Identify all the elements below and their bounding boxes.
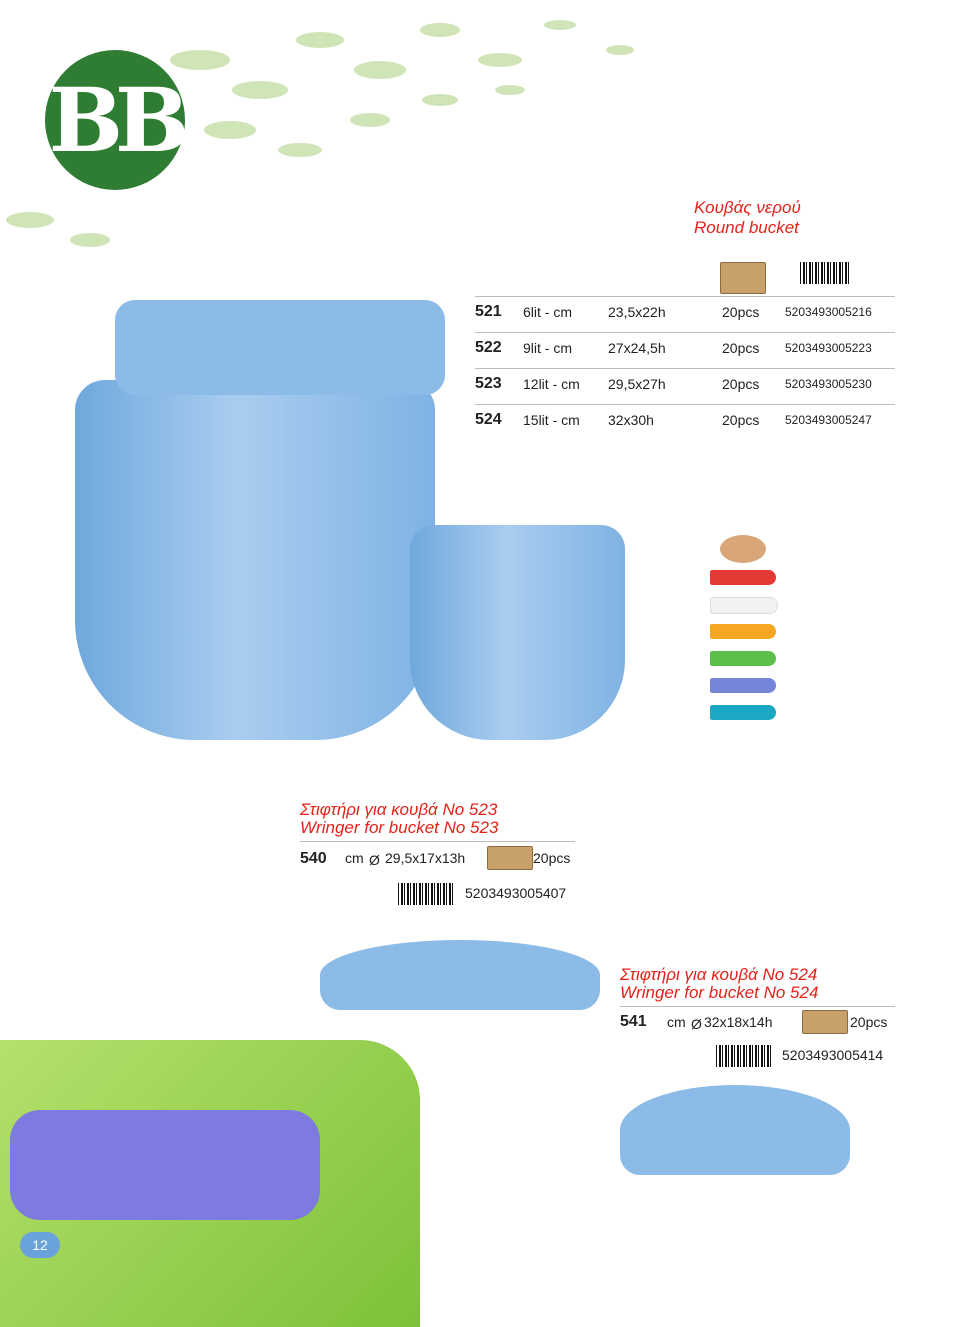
wringer-on-bucket-image: [115, 300, 445, 395]
wringer524-image: [620, 1085, 850, 1175]
wringer523-image: [320, 940, 600, 1010]
color-swatch: [710, 651, 776, 666]
palette-icon: [720, 535, 766, 563]
spec-row: [475, 332, 895, 363]
page-number: 12: [20, 1232, 60, 1258]
spec-pack: 20pcs: [722, 304, 760, 320]
color-swatch: [710, 597, 778, 614]
spec-size: 23,5x22h: [608, 304, 666, 320]
wringer523-code: 540: [300, 850, 327, 867]
brand-logo-text: ΒΒ: [48, 68, 182, 172]
barcode-icon: [716, 1045, 771, 1067]
wringer523-size: 29,5x17x13h: [385, 850, 466, 866]
diameter-icon: Ø: [369, 852, 380, 868]
wringer524-unit: cm: [667, 1014, 686, 1030]
color-swatch: [710, 624, 776, 639]
spec-volume: 6lit - cm: [523, 304, 572, 320]
spec-code: 522: [475, 339, 502, 356]
wringer523-unit: cm: [345, 850, 364, 866]
spec-size: 29,5x27h: [608, 376, 666, 392]
bucket-title-gr: Κουβάς νερού: [694, 198, 801, 217]
spec-size: 27x24,5h: [608, 340, 666, 356]
spec-pack: 20pcs: [722, 412, 760, 428]
spec-pack: 20pcs: [722, 376, 760, 392]
wringer524-title-en: Wringer for bucket No 524: [620, 983, 819, 1002]
spec-row: [475, 404, 895, 435]
purple-wringer-image: [10, 1110, 320, 1220]
spec-barcode: 5203493005247: [785, 413, 872, 427]
color-swatch: [710, 678, 776, 693]
bucket-title-en: Round bucket: [694, 218, 799, 237]
wringer523-barcode: 5203493005407: [465, 885, 567, 901]
box-icon: [720, 262, 766, 294]
spec-pack: 20pcs: [722, 340, 760, 356]
spec-volume: 12lit - cm: [523, 376, 580, 392]
box-icon: [802, 1010, 848, 1034]
spec-code: 524: [475, 411, 502, 428]
wringer524-pack: 20pcs: [850, 1014, 888, 1030]
color-swatch: [710, 705, 776, 720]
wringer524-size: 32x18x14h: [704, 1014, 773, 1030]
wringer524-barcode: 5203493005414: [782, 1047, 884, 1063]
spec-code: 521: [475, 303, 502, 320]
wringer524-code: 541: [620, 1013, 647, 1030]
spec-barcode: 5203493005216: [785, 305, 872, 319]
box-icon: [487, 846, 533, 870]
wringer523-title-en: Wringer for bucket No 523: [300, 818, 499, 837]
spec-size: 32x30h: [608, 412, 654, 428]
wringer524-divider: [620, 1006, 895, 1007]
spec-code: 523: [475, 375, 502, 392]
wringer523-pack: 20pcs: [533, 850, 571, 866]
color-swatch: [710, 570, 776, 585]
spec-barcode: 5203493005223: [785, 341, 872, 355]
barcode-icon: [398, 883, 453, 905]
wringer523-divider: [300, 841, 575, 842]
spec-row: [475, 296, 895, 327]
small-bucket-image: [410, 525, 625, 740]
spec-volume: 9lit - cm: [523, 340, 572, 356]
diameter-icon: Ø: [691, 1016, 702, 1032]
barcode-icon: [800, 262, 850, 284]
large-bucket-image: [75, 380, 435, 740]
spec-volume: 15lit - cm: [523, 412, 580, 428]
wringer523-title-gr: Στιφτήρι για κουβά Νο 523: [300, 800, 498, 819]
spec-barcode: 5203493005230: [785, 377, 872, 391]
spec-row: [475, 368, 895, 399]
wringer524-title-gr: Στιφτήρι για κουβά Νο 524: [620, 965, 818, 984]
